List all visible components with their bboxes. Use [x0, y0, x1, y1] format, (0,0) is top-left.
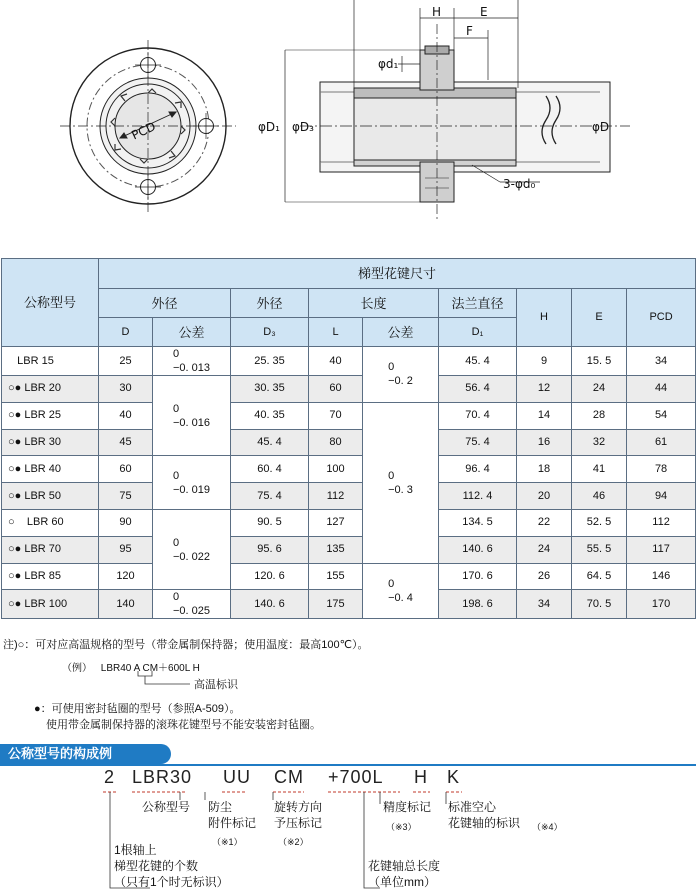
- table-cell: 112. 4: [439, 483, 517, 510]
- col-model-header: 公称型号: [2, 259, 99, 347]
- label-hollow-ref: （※4）: [532, 822, 563, 832]
- l-header: L: [309, 318, 363, 347]
- dim-D: φD: [592, 120, 610, 134]
- label-count-2: 梯型花键的个数: [114, 859, 199, 873]
- table-cell: 127: [309, 509, 363, 536]
- group-header: 梯型花键尺寸: [99, 259, 696, 289]
- table-cell: 134. 5: [439, 509, 517, 536]
- section-divider: [0, 764, 696, 766]
- e-header: E: [572, 289, 627, 347]
- tol-d-cell: 0 −0. 025: [153, 590, 231, 619]
- table-cell: 56. 4: [439, 376, 517, 403]
- example-code: LBR40 A CM＋600L H: [100, 663, 200, 674]
- dim-d1: φd₁: [378, 57, 399, 71]
- outer-dia2-header: 外径: [231, 289, 309, 318]
- table-cell: 52. 5: [572, 509, 627, 536]
- table-cell: 170: [627, 590, 696, 619]
- table-cell: 120: [99, 563, 153, 590]
- code-leaders: [0, 784, 696, 894]
- table-cell: 80: [309, 429, 363, 456]
- pcd-header: PCD: [627, 289, 696, 347]
- dim-f: F: [466, 24, 473, 38]
- table-cell: 140. 6: [231, 590, 309, 619]
- example-label: 高温标识: [194, 679, 238, 691]
- table-cell: 146: [627, 563, 696, 590]
- table-cell: 120. 6: [231, 563, 309, 590]
- table-cell: 70. 4: [439, 402, 517, 429]
- table-cell: 45. 4: [439, 347, 517, 376]
- table-cell: 18: [517, 456, 572, 483]
- tol-l-cell: 0 −0. 4: [363, 563, 439, 619]
- dim-d0: 3-φd₀: [503, 177, 536, 191]
- tol-d-cell: 0 −0. 022: [153, 509, 231, 589]
- table-cell: 34: [627, 347, 696, 376]
- table-cell: 55. 5: [572, 536, 627, 563]
- table-cell: 24: [572, 376, 627, 403]
- dim-h: H: [432, 5, 442, 19]
- dim-e: E: [480, 5, 488, 19]
- table-cell: 100: [309, 456, 363, 483]
- table-cell: 30. 35: [231, 376, 309, 403]
- code-model: LBR30: [132, 767, 193, 787]
- flange-dia-header: 法兰直径: [439, 289, 517, 318]
- code-accuracy: H: [414, 767, 428, 787]
- table-cell: 112: [627, 509, 696, 536]
- d1-header: D₁: [439, 318, 517, 347]
- tol-l-cell: 0 −0. 3: [363, 402, 439, 563]
- code-count: 2: [104, 767, 116, 787]
- spec-table: [1, 258, 696, 619]
- table-cell: 40: [99, 402, 153, 429]
- table-cell: 70. 5: [572, 590, 627, 619]
- dim-D1: φD₁: [258, 120, 280, 134]
- label-accuracy: 精度标记: [383, 800, 432, 814]
- example-prefix: （例）: [62, 663, 92, 674]
- label-dust-ref: （※1）: [212, 837, 243, 847]
- side-view: [285, 0, 630, 220]
- table-cell: 9: [517, 347, 572, 376]
- label-rotation-2: 予压标记: [274, 816, 323, 830]
- length-header: 长度: [309, 289, 439, 318]
- table-cell: 140: [99, 590, 153, 619]
- table-cell: 45: [99, 429, 153, 456]
- tol-l-cell: 0 −0. 2: [363, 347, 439, 403]
- label-length-2: （单位mm）: [368, 875, 436, 889]
- label-accuracy-ref: （※3）: [386, 822, 417, 832]
- table-cell: 90: [99, 509, 153, 536]
- table-cell-model: ○● LBR 85: [2, 563, 99, 590]
- table-cell-model: ○● LBR 25: [2, 402, 99, 429]
- table-cell: 54: [627, 402, 696, 429]
- table-cell-model: ○● LBR 20: [2, 376, 99, 403]
- label-dust-2: 附件标记: [208, 816, 257, 830]
- label-rotation-ref: （※2）: [278, 837, 309, 847]
- table-cell: 26: [517, 563, 572, 590]
- d-header: D: [99, 318, 153, 347]
- table-cell: 75. 4: [231, 483, 309, 510]
- table-cell-model: ○● LBR 40: [2, 456, 99, 483]
- tol-d-cell: 0 −0. 019: [153, 456, 231, 510]
- table-cell-model: ○● LBR 70: [2, 536, 99, 563]
- table-cell: 78: [627, 456, 696, 483]
- table-cell: 95: [99, 536, 153, 563]
- section-title: 公称型号的构成例: [0, 744, 171, 764]
- table-cell: 16: [517, 429, 572, 456]
- label-count-1: 1根轴上: [114, 843, 157, 857]
- table-cell: 24: [517, 536, 572, 563]
- table-cell: 198. 6: [439, 590, 517, 619]
- table-cell: 25: [99, 347, 153, 376]
- table-cell: 14: [517, 402, 572, 429]
- table-cell: 117: [627, 536, 696, 563]
- table-cell: 140. 6: [439, 536, 517, 563]
- label-hollow-1: 标准空心: [448, 800, 497, 814]
- table-cell-model: ○● LBR 30: [2, 429, 99, 456]
- table-cell: 20: [517, 483, 572, 510]
- label-hollow-2: 花键轴的标识: [448, 816, 521, 830]
- code-length: +700L: [328, 767, 384, 787]
- tol-header: 公差: [153, 318, 231, 347]
- label-length-1: 花键轴总长度: [368, 859, 441, 873]
- table-cell: 96. 4: [439, 456, 517, 483]
- table-cell: 46: [572, 483, 627, 510]
- table-cell: 75: [99, 483, 153, 510]
- table-cell: 60: [99, 456, 153, 483]
- table-cell: 155: [309, 563, 363, 590]
- table-cell: 15. 5: [572, 347, 627, 376]
- code-hollow: K: [447, 767, 461, 787]
- table-cell: 95. 6: [231, 536, 309, 563]
- table-cell: 28: [572, 402, 627, 429]
- table-cell: 25. 35: [231, 347, 309, 376]
- table-cell: 75. 4: [439, 429, 517, 456]
- code-rotation: CM: [274, 767, 304, 787]
- table-cell: 70: [309, 402, 363, 429]
- table-cell: 90. 5: [231, 509, 309, 536]
- table-cell: 40. 35: [231, 402, 309, 429]
- d3-header: D₃: [231, 318, 309, 347]
- table-cell: 170. 6: [439, 563, 517, 590]
- h-header: H: [517, 289, 572, 347]
- table-cell: 40: [309, 347, 363, 376]
- table-cell-model: ○● LBR 50: [2, 483, 99, 510]
- table-cell: 44: [627, 376, 696, 403]
- code-dust: UU: [223, 767, 251, 787]
- label-dust-1: 防尘: [208, 800, 233, 814]
- tol-d-cell: 0 −0. 016: [153, 376, 231, 456]
- label-count-3: （只有1个时无标识）: [114, 875, 229, 889]
- table-cell: 41: [572, 456, 627, 483]
- table-cell: 60. 4: [231, 456, 309, 483]
- pcd-label: PCD: [129, 119, 158, 143]
- table-cell: 45. 4: [231, 429, 309, 456]
- outer-dia-header: 外径: [99, 289, 231, 318]
- note-high-temp: 注)○：可对应高温规格的型号（带金属制保持器；使用温度：最高100℃）。: [3, 639, 369, 651]
- tol-d-cell: 0 −0. 013: [153, 347, 231, 376]
- technical-drawing: [0, 0, 696, 258]
- label-rotation-1: 旋转方向: [274, 800, 323, 814]
- table-cell: 175: [309, 590, 363, 619]
- table-cell: 64. 5: [572, 563, 627, 590]
- note-seal-2: 使用带金属制保持器的滚珠花键型号不能安装密封毡圈。: [46, 719, 321, 731]
- table-cell: 112: [309, 483, 363, 510]
- table-cell: 30: [99, 376, 153, 403]
- note-seal: ●：可使用密封毡圈的型号（参照A-509）。: [34, 703, 241, 715]
- table-cell: 94: [627, 483, 696, 510]
- table-cell: 22: [517, 509, 572, 536]
- table-cell-model: ○ LBR 60: [2, 509, 99, 536]
- table-cell: 60: [309, 376, 363, 403]
- table-cell: 32: [572, 429, 627, 456]
- table-cell-model: LBR 15: [2, 347, 99, 376]
- label-model: 公称型号: [142, 800, 191, 814]
- table-cell: 135: [309, 536, 363, 563]
- table-cell-model: ○● LBR 100: [2, 590, 99, 619]
- tol2-header: 公差: [363, 318, 439, 347]
- dim-D3: φD₃: [292, 120, 314, 134]
- table-cell: 34: [517, 590, 572, 619]
- table-cell: 61: [627, 429, 696, 456]
- table-cell: 12: [517, 376, 572, 403]
